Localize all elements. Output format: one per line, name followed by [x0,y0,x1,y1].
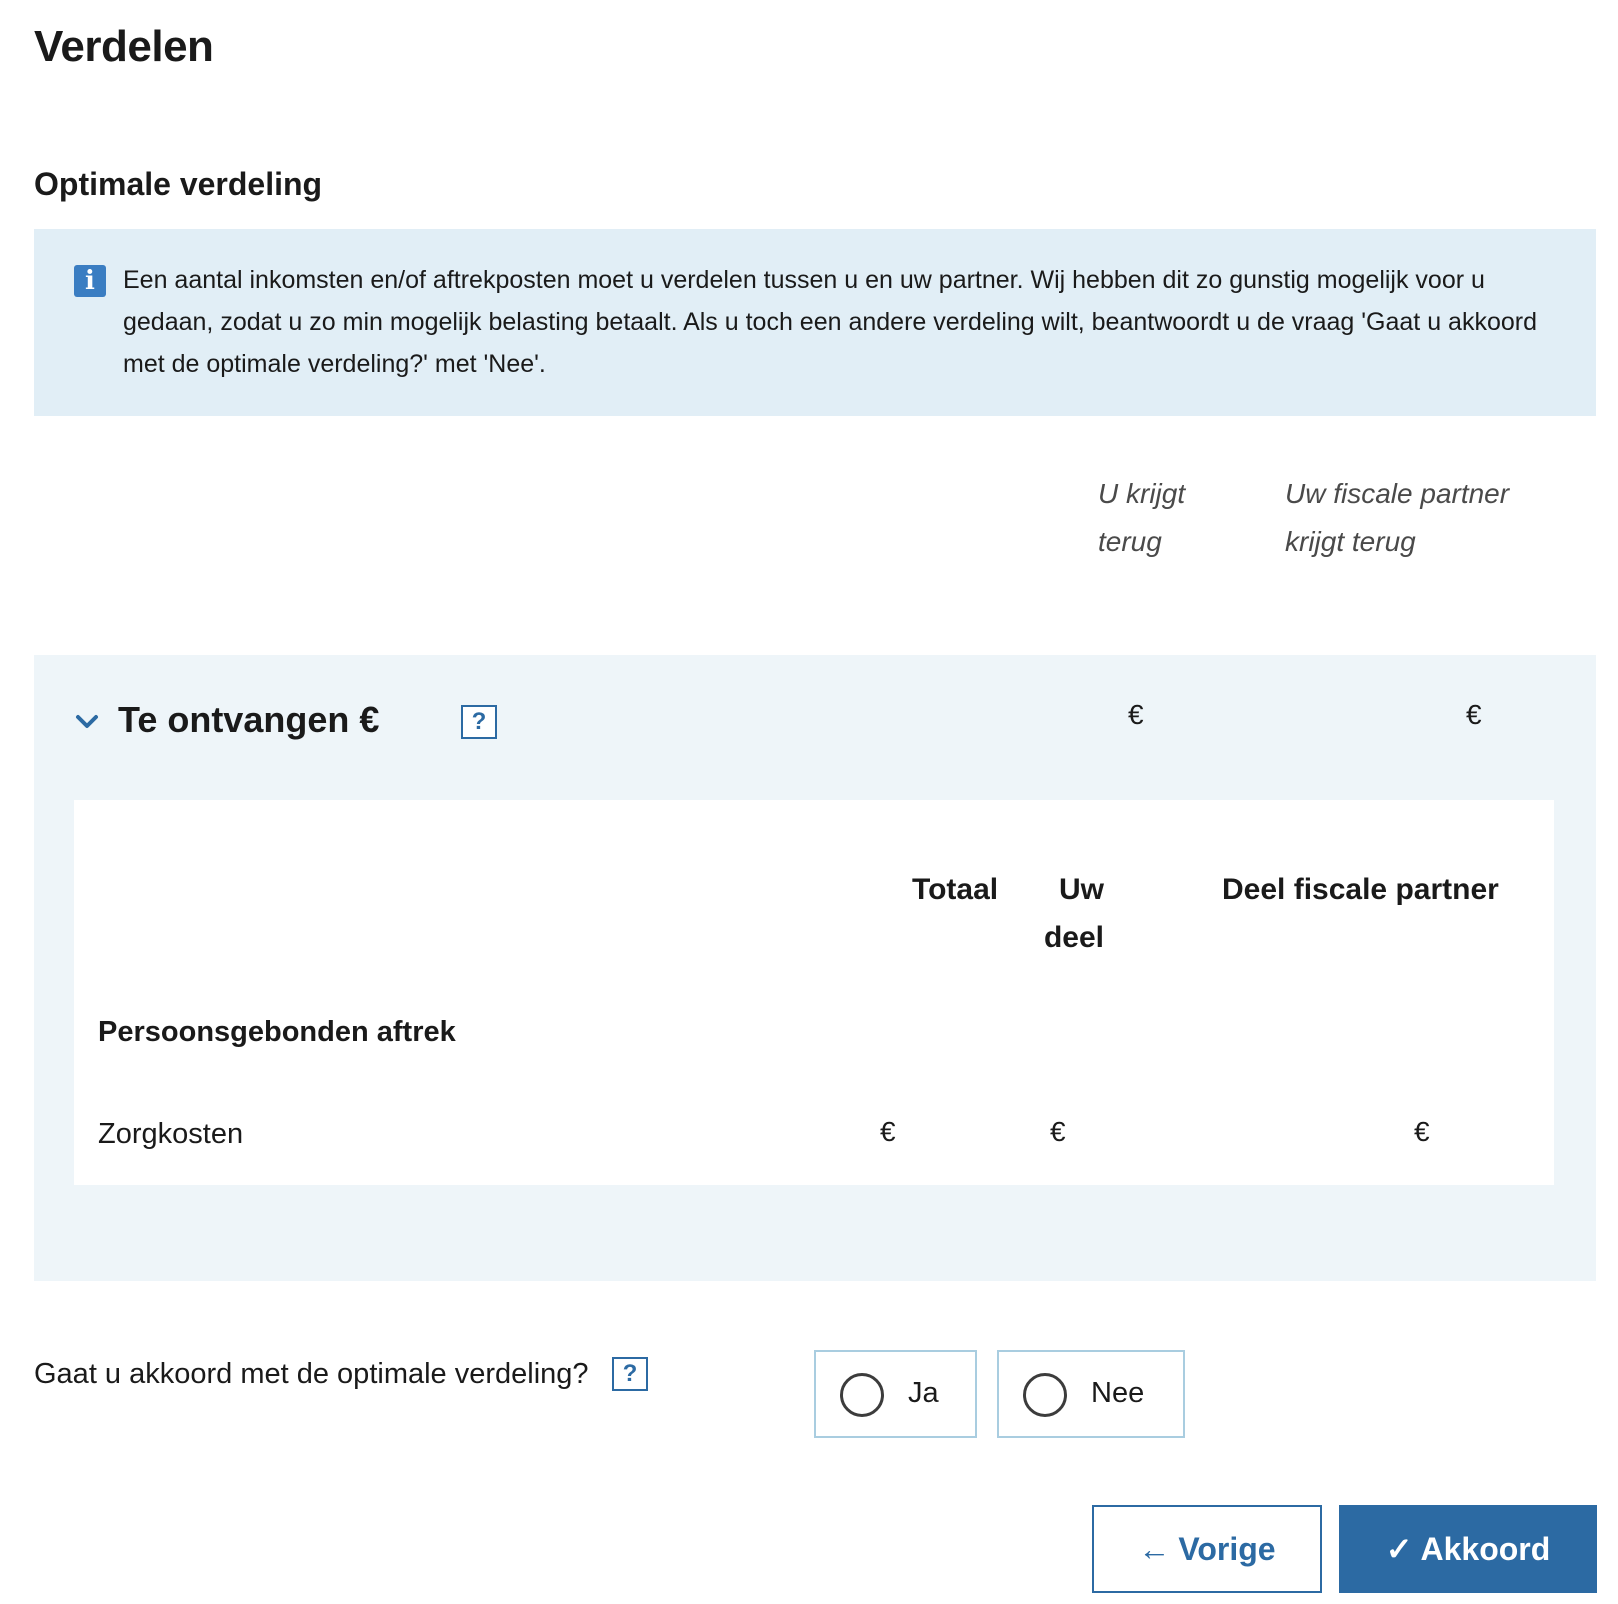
header-u-krijgt-terug: U krijgt terug [1098,478,1186,557]
chevron-down-icon[interactable] [74,709,100,735]
table-row-label: Zorgkosten [98,1118,244,1150]
value-u-krijgt-terug: € [1128,699,1144,730]
help-button-question[interactable]: ? [612,1357,648,1391]
radio-label-ja: Ja [908,1377,939,1409]
radio-option-ja[interactable] [814,1350,977,1438]
question-label: Gaat u akkoord met de optimale verdeling? [34,1358,589,1390]
info-box [34,229,1596,416]
section-title: Optimale verdeling [34,166,323,202]
table-cell-totaal: € [880,1116,896,1147]
radio-label-nee: Nee [1091,1377,1145,1409]
header-partner-krijgt-terug: Uw fiscale partner krijgt terug [1285,478,1510,557]
radio-circle-icon[interactable] [1023,1373,1067,1417]
akkoord-button-label: Akkoord [1420,1531,1551,1567]
arrow-left-icon: ← [1138,1531,1171,1567]
help-button-te-ontvangen[interactable]: ? [461,705,497,739]
column-header-totaal: Totaal [912,873,999,906]
previous-button[interactable] [1092,1505,1322,1593]
value-partner-krijgt-terug: € [1466,699,1482,730]
page-title: Verdelen [34,22,214,71]
column-header-deel-partner: Deel fiscale partner [1222,873,1499,906]
akkoord-button[interactable] [1339,1505,1597,1593]
radio-option-nee[interactable] [997,1350,1185,1438]
table-cell-uw-deel: € [1050,1116,1066,1147]
accordion-title[interactable]: Te ontvangen € [118,699,380,740]
radio-circle-icon[interactable] [840,1373,884,1417]
table-cell-deel-partner: € [1414,1116,1430,1147]
accordion-te-ontvangen [34,655,1596,1281]
column-header-uw-deel: Uw deel [1043,873,1104,954]
distribution-table [74,800,1554,1185]
previous-button-label: Vorige [1178,1531,1276,1567]
info-text: Een aantal inkomsten en/of aftrekposten moet u verdelen tussen u en uw partner. Wij hebben dit zo gunstig mogelijk voor u gedaan, zodat u zo min mogelijk belasting betaalt. Als u toch een andere verdeling wilt, beantwoordt u de vraag 'Gaat u akkoord met de optimale verdeling?' met 'Nee'. [123,266,1537,378]
info-icon: i [74,265,106,297]
checkmark-icon: ✓ [1385,1531,1413,1567]
table-group-label: Persoonsgebonden aftrek [98,1016,456,1048]
